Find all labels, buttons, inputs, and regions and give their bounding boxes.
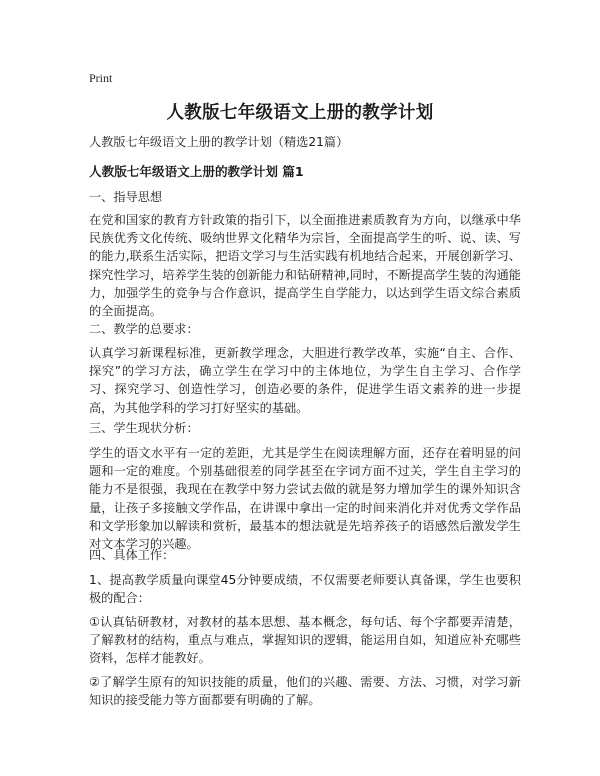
work-item-2: ①认真钻研教材，对教材的基本思想、基本概念，每句话、每个字都要弄清楚，了解教材的结构，重点与难点，掌握知识的逻辑，能运用自如，知道应补充哪些资料，怎样才能教好。: [89, 615, 521, 666]
students-paragraph: 学生的语文水平有一定的差距，尤其是学生在阅读理解方面，还存在着明显的问题和一定的难度。个别基础很差的同学甚至在字词方面不过关，学生自主学习的能力不是很强，我现在在教学中努力尝试去做的就是努力增加学生的课外知识含量，让孩子多接触文学作品，在讲课中拿出一定的时间来消化并对优秀文学作品和文学形象加以解读和赏析，最基本的想法就是先培养孩子的语感然后激发学生对文本学习的兴趣。: [89, 446, 521, 552]
guiding-heading: 一、指导思想: [89, 190, 163, 204]
work-heading: 四、具体工作：: [89, 548, 175, 562]
requirements-paragraph: 认真学习新课程标准，更新教学理念，大胆进行教学改革，实施“自主、合作、探究”的学习方法，确立学生在学习中的主体地位，为学生自主学习、合作学习、探究学习、创造性学习，创造必要的条件，促进学生语文素养的进一步提高，为其他学科的学习打好坚实的基础。: [89, 346, 521, 415]
guiding-paragraph: 在党和国家的教育方针政策的指引下，以全面推进素质教育为方向，以继承中华民族优秀文化传统、吸纳世界文化精华为宗旨，全面提高学生的听、说、读、写的能力,联系生活实际，把语文学习与生活实践有机地结合起来，开展创新学习、探究性学习，培养学生装的创新能力和钻研精神,同时，不断提高学生装的沟通能力，加强学生的竞争与合作意识，提高学生自学能力，以达到学生语文综合素质的全面提高。: [89, 213, 521, 319]
requirements-heading: 二、教学的总要求：: [89, 322, 199, 336]
page-title: 人教版七年级语文上册的教学计划: [166, 103, 434, 123]
print-link[interactable]: Print: [89, 71, 113, 85]
section-heading: 人教版七年级语文上册的教学计划 篇1: [89, 164, 304, 179]
document-subtitle: 人教版七年级语文上册的教学计划（精选21篇）: [89, 135, 349, 149]
work-item-3: ②了解学生原有的知识技能的质量，他们的兴趣、需要、方法、习惯，对学习新知识的接受能力等方面都要有明确的了解。: [89, 675, 521, 708]
work-item-1: 1、提高教学质量向课堂45分钟要成绩，不仅需要老师要认真备课，学生也要积极的配合：: [89, 573, 521, 606]
students-heading: 三、学生现状分析：: [89, 421, 199, 435]
